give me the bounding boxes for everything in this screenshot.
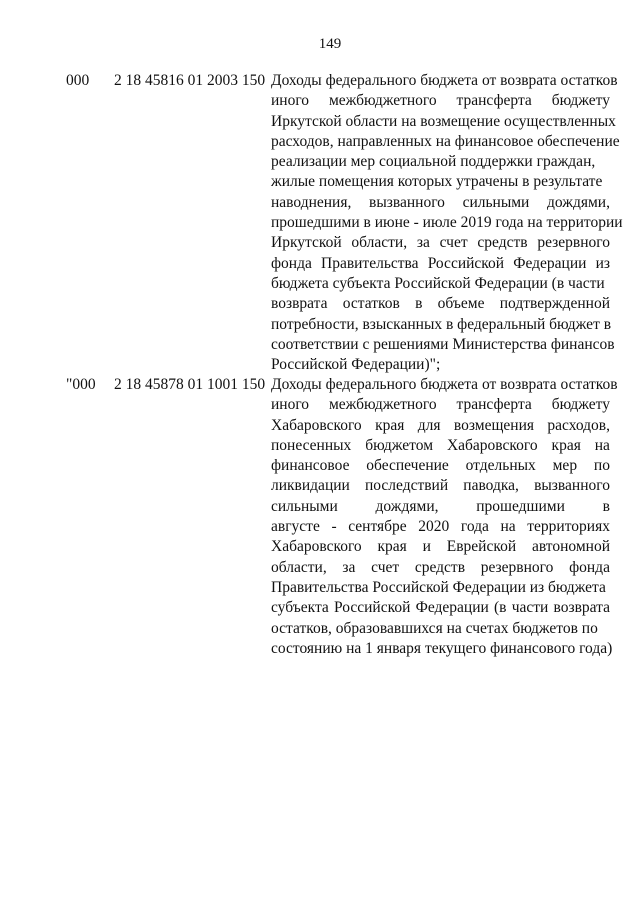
description-line <box>271 193 610 213</box>
description-word: области, <box>351 234 408 252</box>
description-word: остатков <box>342 295 400 313</box>
description-line <box>271 315 610 335</box>
description-word: бюджету <box>551 92 610 110</box>
description-word: Правительства <box>321 254 419 272</box>
description-word: субъекта <box>271 599 329 617</box>
description-word: счет <box>439 234 468 252</box>
description-word: состоянию на 1 января текущего финансового года) <box>271 639 613 657</box>
description-line <box>271 112 616 132</box>
description-line <box>271 456 610 476</box>
description-line <box>271 395 610 415</box>
description-word: Хабаровского <box>271 538 362 556</box>
description-word: части <box>511 599 549 617</box>
description-word: бюджетом <box>365 436 434 454</box>
description-line <box>271 274 610 294</box>
description-line <box>271 558 610 578</box>
description-word: иного <box>271 396 310 414</box>
description-word: фонда <box>569 558 610 576</box>
description-word: прошедшими в июне - июле 2019 года на территории <box>271 214 623 232</box>
description-word: по <box>593 457 610 475</box>
description-line <box>271 517 610 537</box>
description-word: объеме <box>437 295 485 313</box>
description-line <box>271 497 610 517</box>
description-word: Российской <box>427 254 505 272</box>
description-word: края <box>375 416 405 434</box>
description-word: остатков, образовавшихся на счетах бюджетов по <box>271 619 598 637</box>
description-word: понесенных <box>271 436 352 454</box>
description-word: Федерации <box>513 254 587 272</box>
description-word: дождями, <box>375 497 439 515</box>
description-word: мер <box>552 457 578 475</box>
description-line <box>271 71 618 91</box>
description-line <box>271 578 610 598</box>
classification-code: 2 18 45816 01 2003 150 <box>114 72 266 89</box>
description-word: для <box>417 416 441 434</box>
description-word: вызванного <box>534 477 610 495</box>
classification-code: 2 18 45878 01 1001 150 <box>114 376 266 393</box>
description-word: из <box>595 254 610 272</box>
description-word: территориях <box>527 518 610 536</box>
description-word: на <box>594 436 610 454</box>
entry-description <box>271 71 623 375</box>
description-word: паводка, <box>463 477 519 495</box>
description-word: подтвержденной <box>499 295 610 313</box>
description-word: на <box>500 518 516 536</box>
description-line <box>271 254 610 274</box>
description-word: резервного <box>480 558 554 576</box>
description-word: Еврейской <box>446 538 517 556</box>
description-word: Российской Федерации)"; <box>271 356 441 374</box>
description-word: ликвидации <box>271 477 350 495</box>
description-line <box>271 152 610 172</box>
description-word: в <box>602 497 610 515</box>
description-word: прошедшими <box>476 497 565 515</box>
description-word: Российской <box>334 599 411 617</box>
description-word: счет <box>371 558 400 576</box>
description-line <box>271 172 610 192</box>
description-word: за <box>416 234 430 252</box>
description-word: расходов, <box>547 416 610 434</box>
admin-code: "000 <box>66 376 96 393</box>
description-word: возврата <box>271 295 328 313</box>
description-line <box>271 416 610 436</box>
description-word: средств <box>477 234 528 252</box>
description-line <box>271 355 610 375</box>
description-line <box>271 476 610 496</box>
description-word: Федерации <box>415 599 489 617</box>
description-line <box>271 132 620 152</box>
description-word: трансферта <box>456 396 532 414</box>
description-word: бюджета субъекта Российской Федерации (в части <box>271 274 605 292</box>
description-word: отдельных <box>465 457 536 475</box>
description-word: края <box>377 538 407 556</box>
description-word: бюджету <box>551 396 610 414</box>
description-word: автономной <box>531 538 610 556</box>
description-word: наводнения, <box>271 193 352 211</box>
description-word: последствий <box>364 477 449 495</box>
description-line <box>271 91 610 111</box>
description-word: потребности, взысканных в федеральный бюджет в <box>271 315 612 333</box>
description-word: соответствии с решениями Министерства финансов <box>271 335 615 353</box>
description-word: Правительства Российской Федерации из бюджета <box>271 578 606 596</box>
description-word: августе <box>271 518 320 536</box>
description-word: года <box>460 518 489 536</box>
description-word: финансовое <box>271 457 350 475</box>
description-line <box>271 619 610 639</box>
description-word: межбюджетного <box>328 396 437 414</box>
description-word: Хабаровского <box>446 436 538 454</box>
description-line <box>271 294 610 314</box>
description-word: сильными <box>271 497 338 515</box>
description-word: средств <box>414 558 466 576</box>
description-line <box>271 233 610 253</box>
description-line <box>271 436 610 456</box>
entry-description <box>271 375 618 659</box>
description-word: в <box>415 295 423 313</box>
description-word: Иркутской <box>271 234 342 252</box>
description-word: иного <box>271 92 310 110</box>
description-word: возврата <box>553 599 610 617</box>
description-word: Доходы федерального бюджета от возврата остатков <box>271 72 618 89</box>
description-word: и <box>422 538 431 556</box>
description-line <box>271 375 618 395</box>
description-line <box>271 537 610 557</box>
description-word: жилые помещения которых утрачены в результате <box>271 173 603 191</box>
description-word: расходов, направленных на финансовое обеспечение <box>271 132 620 150</box>
description-word: края <box>551 436 581 454</box>
description-word: Иркутской области на возмещение осуществленных <box>271 112 616 130</box>
description-word: дождями, <box>547 193 610 211</box>
description-word: Хабаровского <box>271 416 362 434</box>
description-word: за <box>342 558 356 576</box>
description-word: области, <box>271 558 327 576</box>
description-word: межбюджетного <box>328 92 437 110</box>
description-word: вызванного <box>369 193 445 211</box>
description-line <box>271 639 613 659</box>
description-word: реализации мер социальной поддержки граждан, <box>271 153 596 171</box>
description-word: 2020 <box>418 518 450 536</box>
description-word: (в <box>494 599 507 617</box>
description-line <box>271 335 615 355</box>
description-line <box>271 213 623 233</box>
description-word: обеспечение <box>366 457 449 475</box>
description-word: фонда <box>271 254 312 272</box>
description-word: резервного <box>537 234 610 252</box>
description-word: возмещения <box>453 416 534 434</box>
description-word: - <box>331 518 337 536</box>
description-word: Доходы федерального бюджета от возврата остатков <box>271 376 618 393</box>
description-word: трансферта <box>456 92 532 110</box>
page-number: 149 <box>318 36 342 52</box>
description-line <box>271 598 610 618</box>
description-word: сентябре <box>348 518 407 536</box>
admin-code: 000 <box>66 72 90 89</box>
description-word: сильными <box>462 193 530 211</box>
